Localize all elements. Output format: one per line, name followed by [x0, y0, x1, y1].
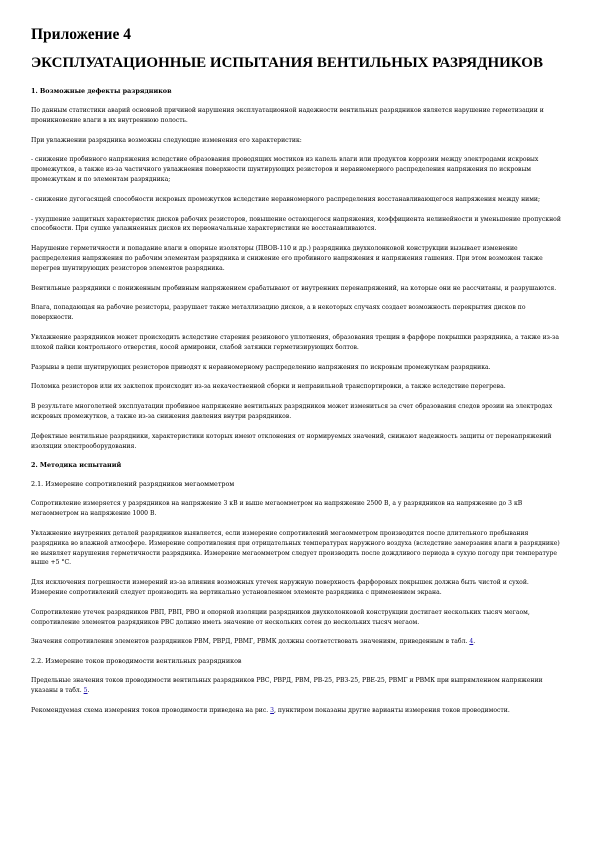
appendix-title: Приложение 4 — [31, 26, 131, 43]
paragraph: - ухудшение защитных характеристик дисков рабочих резисторов, повышение остающегося напряжения, коэффициента нелинейности и уменьшение пропускной способности. При сушке увлажненных дисков их первоначальные характеристики не восстанавливаются. — [31, 215, 561, 233]
paragraph: При увлажнении разрядника возможны следующие изменения его характеристик: — [31, 136, 302, 144]
subsection-2-2-heading: 2.2. Измерение токов проводимости вентильных разрядников — [31, 657, 242, 666]
paragraph-text: Рекомендуемая схема измерения токов проводимости приведена на рис. — [31, 706, 269, 714]
paragraph: По данным статистики аварий основной причиной нарушения эксплуатационной надежности вентильных разрядников является нарушение герметизации и проникновение влаги в их внутреннюю полость. — [31, 107, 544, 124]
paragraph: Увлажнение внутренних деталей разрядников выявляется, если измерение сопротивлений мегаомметром производится после длительного пребывания разрядника во влажной атмосфере. Измерение сопротивления при отрицательных температурах наружного воздуха (вследствие замерзания влаги в разряднике) не выявляет нарушения герметичности разрядника. Измерение мегаомметром следует производить после дождливого периода в сухую погоду при температуре выше +5 °С. — [31, 529, 560, 567]
paragraph: Сопротивление измеряется у разрядников на напряжение 3 кВ и выше мегаомметром на напряжение 2500 В, а у разрядников на напряжение до 3 кВ мегаомметром на напряжение 1000 В. — [31, 500, 523, 518]
section-1-heading: 1. Возможные дефекты разрядников — [31, 87, 172, 95]
paragraph: Для исключения погрешности измерений из-за влияния возможных утечек наружную поверхность фарфоровых покрышек должна быть чистой и сухой. Измерение сопротивлений следует производить на вертикально установленном элементе разрядника с применением экрана. — [31, 579, 529, 596]
paragraph-text: Значения сопротивления элементов разрядников РВМ, РВРД, РВМГ, РВМК должны соответствовать значениям, приведенным в табл. — [31, 638, 468, 646]
table-5-link[interactable]: 5 — [83, 686, 88, 694]
paragraph: Поломка резисторов или их заклепок происходит из-за некачественной сборки и неправильной транспортировки, а также вследствие перегрева. — [31, 383, 506, 391]
paragraph-end: . — [473, 638, 476, 646]
paragraph: Влага, попадающая на рабочие резисторы, разрушает также металлизацию дисков, а в некоторых случаях создает возможность перекрытия дисков по поверхности. — [31, 304, 526, 322]
paragraph-table-5-ref — [31, 676, 564, 696]
paragraph: - снижение пробивного напряжения вследствие образования проводящих мостиков из капель влаги или продуктов коррозии между электродами искровых промежутков, а также из-за частичного увлажнения поверхности шунтирующих резисторов и неравномерного распределения напряжения по искровым промежуткам и по элементам разрядника; — [31, 156, 539, 183]
paragraph: Увлажнение разрядников может происходить вследствие старения резинового уплотнения, образования трещин в фарфоре покрышки разрядника, а также из-за плохой пайки контрольного отверстия, косой армировки, слабой затяжки герметизирующих болтов. — [31, 333, 559, 351]
paragraph: Разрывы в цепи шунтирующих резисторов приводят к неравномерному распределению напряжения по искровым промежуткам разрядника. — [31, 363, 491, 371]
paragraph-text: Предельные значения токов проводимости вентильных разрядников РВС, РВРД, РВМ, РВ-25, РВЗ-25, РВЕ-25, РВМГ и РВМК при выпрямленном напряжении указаны в табл. — [31, 677, 543, 694]
paragraph: Вентильные разрядники с пониженным пробивным напряжением срабатывают от внутренних перенапряжений, на которые они не рассчитаны, и разрушаются. — [31, 284, 557, 292]
table-4-link[interactable]: 4 — [469, 638, 474, 646]
paragraph-end: . — [87, 686, 90, 694]
section-2-heading: 2. Методика испытаний — [31, 461, 122, 470]
document-title: ЭКСПЛУАТАЦИОННЫЕ ИСПЫТАНИЯ ВЕНТИЛЬНЫХ РАЗРЯДНИКОВ — [31, 55, 543, 71]
paragraph: Дефектные вентильные разрядники, характеристики которых имеют отклонения от нормируемых значений, снижают надежность защиты от перенапряжений изоляции электрооборудования. — [31, 432, 552, 450]
paragraph-text-after: , пунктиром показаны другие варианты измерения токов проводимости. — [274, 706, 510, 714]
paragraph: Нарушение герметичности и попадание влаги в опорные изоляторы (ПВОВ-110 и др.) разрядника двухколонковой конструкции вызывает изменение распределения напряжения по рабочим элементам разрядника и снижение его пробивного напряжения и напряжения гашения. При этом возможен также перегрев шунтирующих резисторов элементов разрядника. — [31, 245, 543, 272]
paragraph: Сопротивление утечек разрядников РВП, РВП, РВО и опорной изоляции разрядников двухколонковой конструкции достигает нескольких тысяч мегаом, сопротивление элементов разрядников РВС должно иметь значение от нескольких сотен до нескольких тысяч мегаом. — [31, 608, 530, 626]
paragraph: - снижение дугогасящей способности искровых промежутков вследствие неравномерного распределения восстанавливающегося напряжения между ними; — [31, 195, 541, 203]
paragraph-figure-3-ref — [31, 706, 564, 716]
paragraph: В результате многолетней эксплуатации пробивное напряжение вентильных разрядников может измениться за счет образования следов эрозии на электродах искровых промежутков, а также из-за снижения давления внутри разрядников. — [31, 403, 553, 420]
paragraph-table-4-ref — [31, 637, 564, 647]
subsection-2-1-heading: 2.1. Измерение сопротивлений разрядников мегаомметром — [31, 480, 235, 489]
figure-3-link[interactable]: 3 — [270, 706, 275, 714]
